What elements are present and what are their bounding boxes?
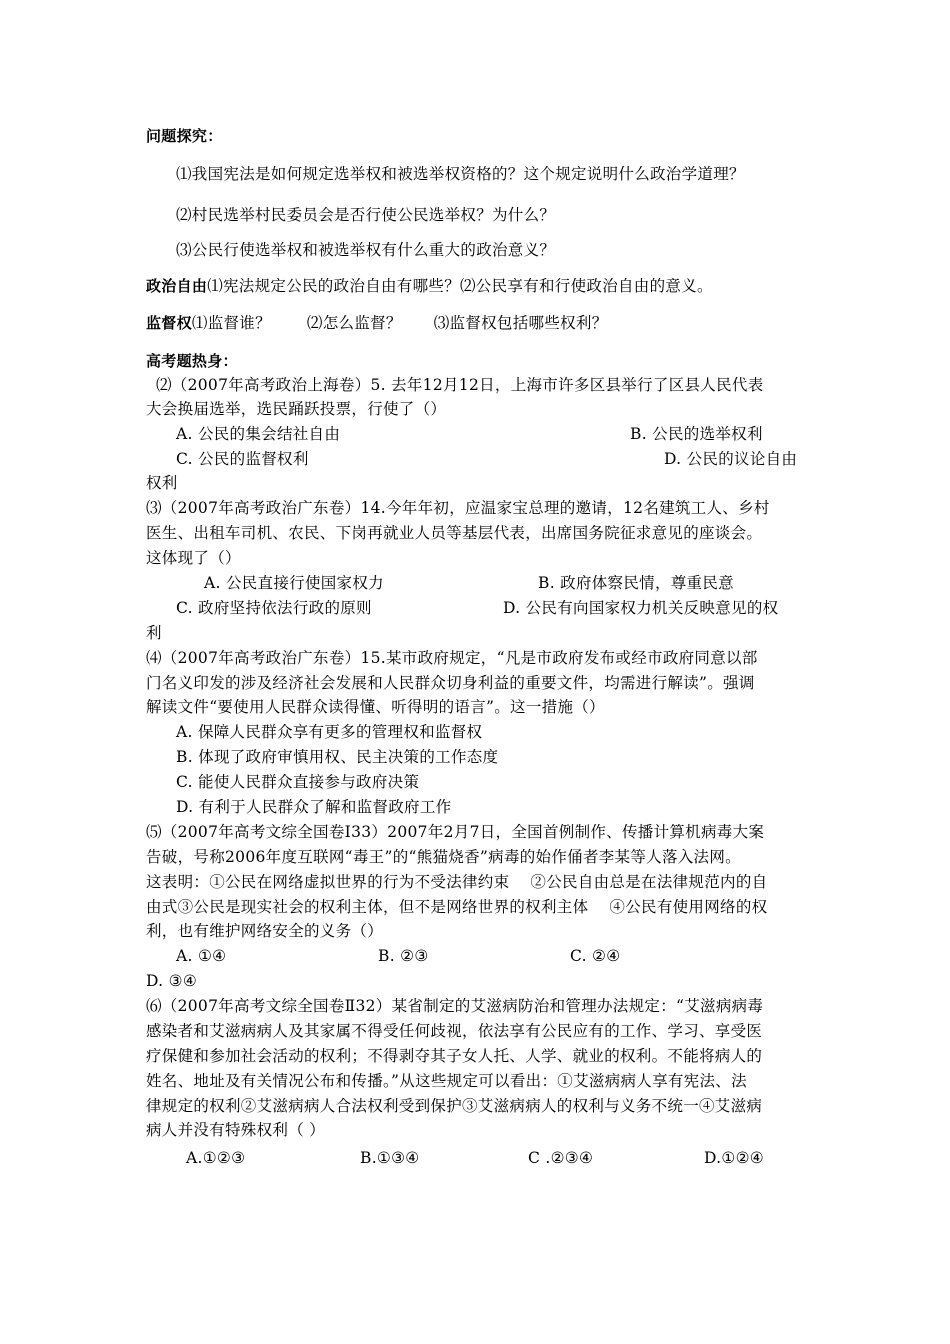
q6-line-1: ⑹（2007年高考文综全国卷Ⅱ32）某省制定的艾滋病防治和管理办法规定：“艾滋病病毒 [146, 997, 764, 1015]
q6-line-5: 律规定的权利②艾滋病病人合法权利受到保护③艾滋病病人的权利与义务不统一④艾滋病 [146, 1097, 763, 1115]
q4-option-c: C. 能使人民群众直接参与政府决策 [176, 773, 420, 791]
supervision-label: 监督权 [146, 314, 192, 332]
q3-line-2: 医生、出租车司机、农民、下岗再就业人员等基层代表，出席国务院征求意见的座谈会。 [146, 524, 763, 542]
q5-option-b: B. ②③ [378, 947, 429, 965]
q5-line-5: 利，也有维护网络安全的义务（） [146, 922, 384, 940]
q5-line-4: 由式③公民是现实社会的权利主体，但不是网络世界的权利主体 ④公民有使用网络的权 [146, 898, 768, 916]
q4-option-d: D. 有利于人民群众了解和监督政府工作 [176, 798, 452, 816]
q2-option-c: C. 公民的监督权利 [176, 450, 309, 468]
q5-option-a: A. ①④ [176, 947, 227, 965]
inquiry-question-1: ⑴我国宪法是如何规定选举权和被选举权资格的？这个规定说明什么政治学道理？ [176, 165, 745, 183]
q3-line-3: 这体现了（） [146, 549, 241, 567]
q2-line-1: ⑵（2007年高考政治上海卷）5. 去年12月12日，上海市许多区县举行了区县人民代表 [156, 376, 764, 394]
q3-option-c: C. 政府坚持依法行政的原则 [176, 599, 372, 617]
supervision-question-1: ⑴监督谁？ [191, 314, 271, 332]
q2-option-a: A. 公民的集会结社自由 [176, 425, 341, 443]
q5-line-1: ⑸（2007年高考文综全国卷Ⅰ33）2007年2月7日，全国首例制作、传播计算机病毒大案 [146, 823, 765, 841]
q5-line-3: 这表明：①公民在网络虚拟世界的行为不受法律约束 ②公民自由总是在法律规范内的自 [146, 873, 768, 891]
q6-line-6: 病人并没有特殊权利（ ） [146, 1121, 326, 1139]
q3-option-d-cont: 利 [146, 624, 162, 642]
q2-option-d-cont: 权利 [146, 474, 178, 492]
supervision-question-2: ⑵怎么监督？ [306, 314, 402, 332]
q2-option-b: B. 公民的选举权利 [630, 425, 763, 443]
q2-line-2: 大会换届选举，选民踊跃投票，行使了（） [146, 400, 447, 418]
supervision-line [146, 311, 608, 335]
q6-line-3: 疗保健和参加社会活动的权利；不得剥夺其子女人托、人学、就业的权利。不能将病人的 [146, 1047, 763, 1065]
q5-option-c: C. ②④ [570, 947, 621, 965]
q6-line-4: 姓名、地址及有关情况公布和传播。”从这些规定可以看出：①艾滋病病人享有宪法、法 [146, 1072, 747, 1090]
q6-option-c: C .②③④ [528, 1149, 594, 1167]
q2-option-d: D. 公民的议论自由 [664, 450, 798, 468]
q5-line-2: 告破，号称2006年度互联网“毒王”的“熊猫烧香”病毒的始作俑者李某等人落入法网。 [146, 848, 741, 866]
q6-option-b: B.①③④ [360, 1149, 420, 1167]
inquiry-question-2: ⑵村民选举村民委员会是否行使公民选举权？为什么？ [176, 206, 556, 224]
q4-option-a: A. 保障人民群众享有更多的管理权和监督权 [176, 723, 483, 741]
political-freedom-line [146, 274, 713, 298]
q4-line-1: ⑷（2007年高考政治广东卷）15.某市政府规定，“凡是市政府发布或经市政府同意以部 [146, 649, 758, 667]
q3-line-1: ⑶（2007年高考政治广东卷）14.今年年初，应温家宝总理的邀请，12名建筑工人、乡村 [146, 499, 770, 517]
q6-line-2: 感染者和艾滋病病人及其家属不得受任何歧视，依法享有公民应有的工作、学习、享受医 [146, 1022, 763, 1040]
q4-option-b: B. 体现了政府审慎用权、民主决策的工作态度 [176, 748, 499, 766]
political-freedom-text: ⑴宪法规定公民的政治自由有哪些？⑵公民享有和行使政治自由的意义。 [207, 277, 713, 295]
q6-option-d: D.①②④ [704, 1149, 764, 1167]
q3-option-a: A. 公民直接行使国家权力 [204, 574, 384, 592]
political-freedom-label: 政治自由 [146, 277, 208, 295]
q4-line-3: 解读文件“要使用人民群众读得懂、听得明的语言”。这一措施（） [146, 698, 605, 716]
inquiry-heading: 问题探究： [146, 127, 223, 145]
supervision-question-3: ⑶监督权包括哪些权利？ [433, 314, 608, 332]
q6-option-a: A.①②③ [186, 1149, 246, 1167]
q4-line-2: 门名义印发的涉及经济社会发展和人民群众切身利益的重要文件，均需进行解读”。强调 [146, 674, 755, 692]
q3-option-d: D. 公民有向国家权力机关反映意见的权 [503, 599, 779, 617]
q3-option-b: B. 政府体察民情，尊重民意 [538, 574, 734, 592]
inquiry-question-3: ⑶公民行使选举权和被选举权有什么重大的政治意义？ [176, 241, 556, 259]
exam-heading: 高考题热身： [146, 352, 238, 370]
q5-option-d: D. ③④ [146, 972, 198, 990]
